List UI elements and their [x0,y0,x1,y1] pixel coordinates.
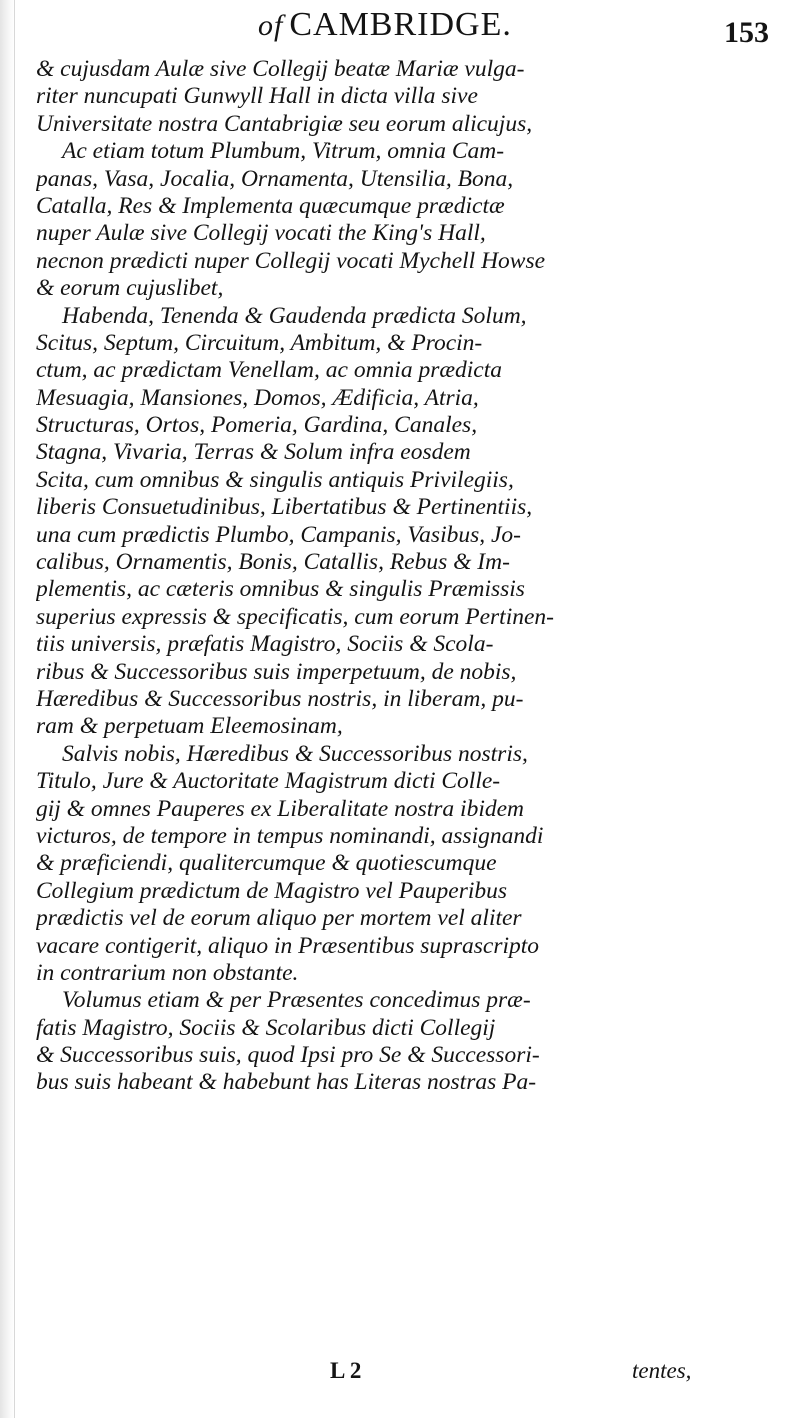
text-line: Salvis nobis, Hæredibus & Successoribus nostris, [62,740,528,767]
text-line: necnon prædicti nuper Collegij vocati Mychell Howse [36,247,546,274]
signature-mark: L 2 [330,1358,362,1383]
text-line: ctum, ac prædictam Venellam, ac omnia prædicta [36,357,503,384]
text-line: Scita, cum omnibus & singulis antiquis Privilegiis, [36,466,514,493]
text-line: ram & perpetuam Eleemosinam, [36,713,343,740]
running-title-main: CAMBRIDGE. [289,6,512,43]
text-line: Structuras, Ortos, Pomeria, Gardina, Canales, [36,412,478,439]
text-line: calibus, Ornamentis, Bonis, Catallis, Rebus & Im- [36,549,510,576]
text-line: fatis Magistro, Sociis & Scolaribus dicti Collegij [36,1014,496,1041]
page-number: 153 [724,16,769,49]
running-title [258,6,512,44]
text-line: Mesuagia, Mansiones, Domos, Ædificia, Atria, [36,384,479,411]
running-title-prefix: of [258,9,284,42]
text-line: gij & omnes Pauperes ex Liberalitate nostra ibidem [36,795,525,822]
catchword: tentes, [632,1358,692,1383]
text-line: Volumus etiam & per Præsentes concedimus præ- [62,987,531,1014]
text-line: Collegium prædictum de Magistro vel Pauperibus [36,877,508,904]
text-line: & Successoribus suis, quod Ipsi pro Se & Successori- [36,1042,540,1069]
text-line: prædictis vel de eorum aliquo per mortem vel aliter [36,905,522,932]
text-body [36,56,776,1097]
text-line: Catalla, Res & Implementa quæcumque prædictæ [36,192,505,219]
text-line: superius expressis & specificatis, cum eorum Pertinen- [36,603,554,630]
running-head [0,6,800,50]
text-line: & eorum cujuslibet, [36,275,224,302]
text-line: nuper Aulæ sive Collegij vocati the King's Hall, [36,220,486,247]
text-line: & præficiendi, qualitercumque & quotiescumque [36,850,497,877]
binding-edge [0,0,15,1418]
text-line: Scitus, Septum, Circuitum, Ambitum, & Procin- [36,329,483,356]
text-line: Habenda, Tenenda & Gaudenda prædicta Solum, [62,302,527,329]
text-line: bus suis habeant & habebunt has Literas nostras Pa- [36,1069,537,1096]
text-line: panas, Vasa, Jocalia, Ornamenta, Utensilia, Bona, [36,165,514,192]
text-line: Hæredibus & Successoribus nostris, in liberam, pu- [36,685,524,712]
text-line: una cum prædictis Plumbo, Campanis, Vasibus, Jo- [36,521,522,548]
text-line: vacare contigerit, aliquo in Præsentibus suprascripto [36,932,540,959]
text-line: Ac etiam totum Plumbum, Vitrum, omnia Cam- [62,138,505,165]
text-line: liberis Consuetudinibus, Libertatibus & Pertinentiis, [36,494,533,521]
text-line: & cujusdam Aulæ sive Collegij beatæ Mariæ vulga- [36,56,525,82]
text-line: ribus & Successoribus suis imperpetuum, de nobis, [36,658,517,685]
text-line: Titulo, Jure & Auctoritate Magistrum dicti Colle- [36,768,501,795]
text-line: riter nuncupati Gunwyll Hall in dicta villa sive [36,83,478,110]
text-line: plementis, ac cæteris omnibus & singulis Præmissis [36,576,525,603]
text-line: victuros, de tempore in tempus nominandi, assignandi [36,822,544,849]
page-footer [0,1358,800,1386]
text-line: tiis universis, præfatis Magistro, Sociis & Scola- [36,631,494,658]
text-line: in contrarium non obstante. [36,959,299,986]
text-line: Stagna, Vivaria, Terras & Solum infra eosdem [36,439,471,466]
text-line: Universitate nostra Cantabrigiæ seu eorum alicujus, [36,110,533,137]
